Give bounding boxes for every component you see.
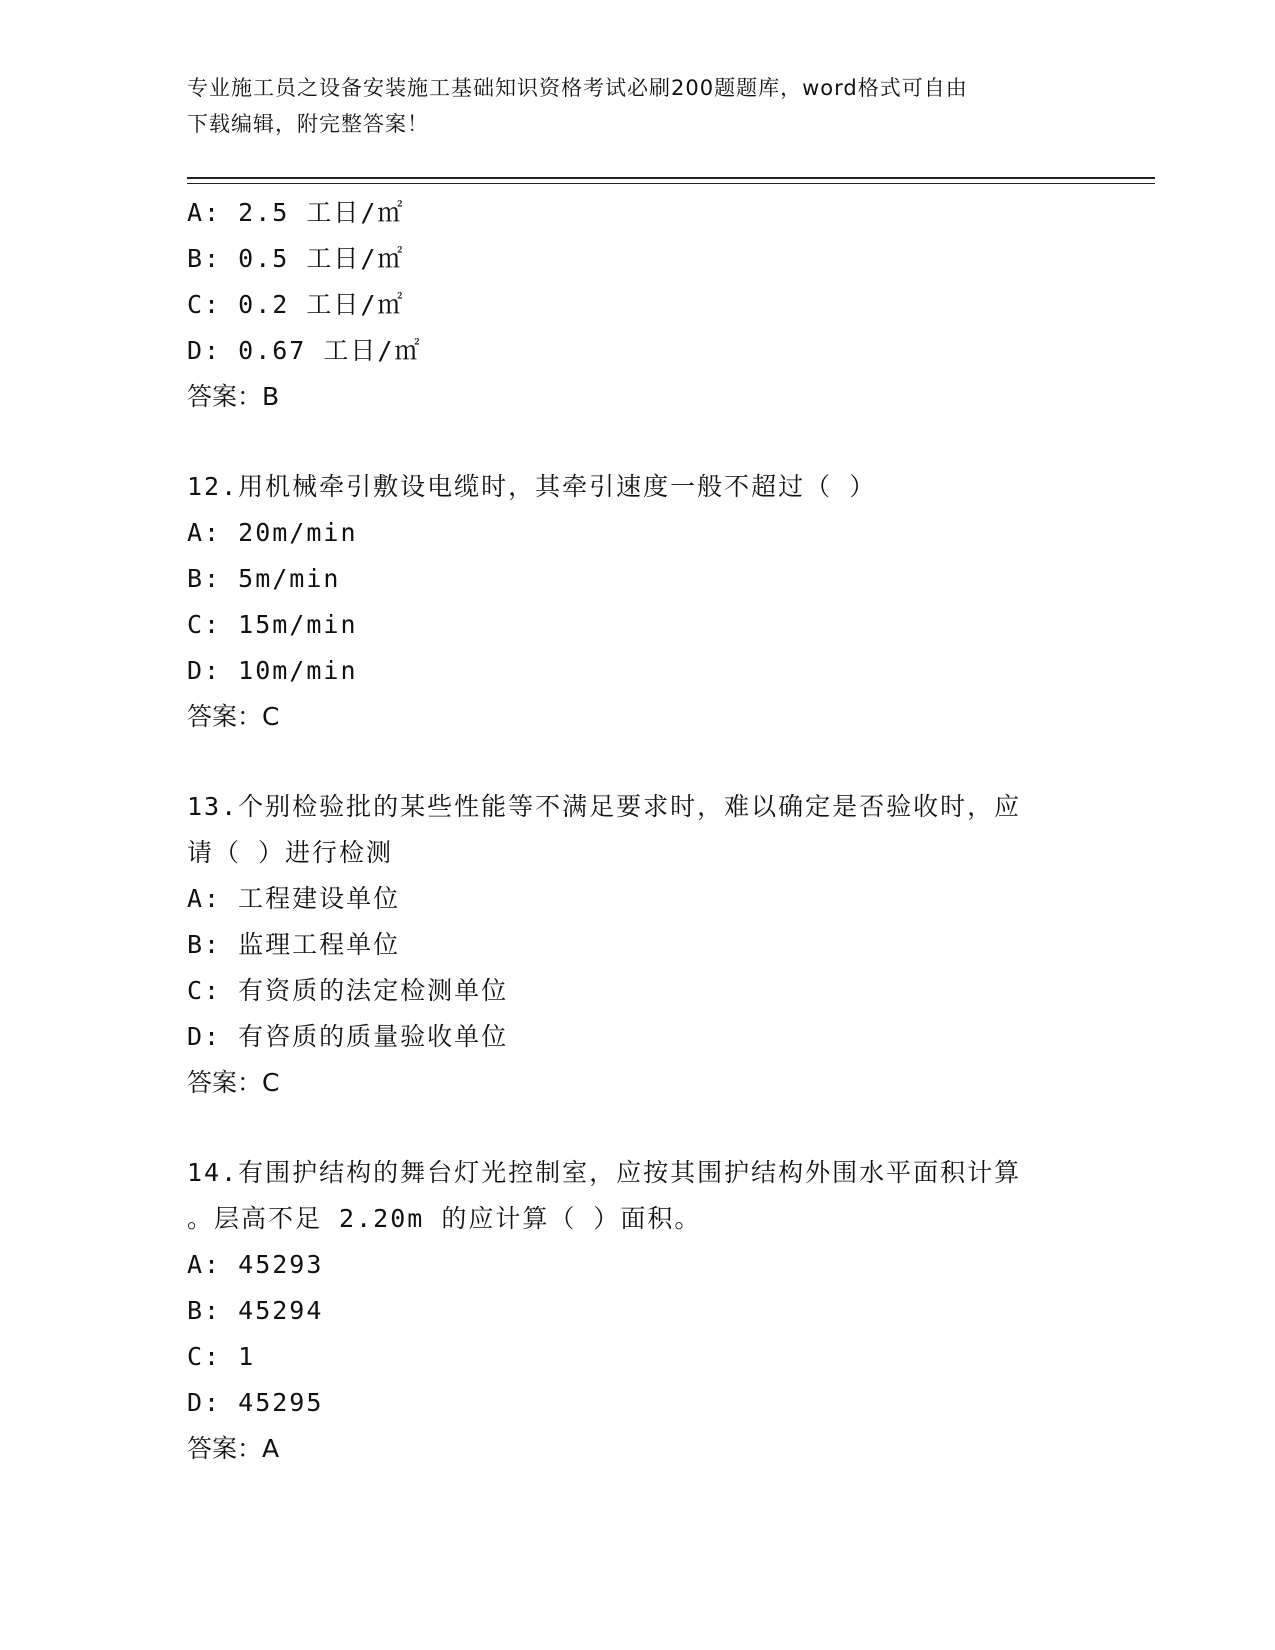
header-rule-thick (187, 177, 1155, 179)
answer: 答案：B (187, 382, 280, 411)
option-d: D: 0.67 工日/㎡ (187, 336, 422, 365)
option-a: A: 20m/min (187, 518, 358, 547)
option-c: C: 0.2 工日/㎡ (187, 290, 405, 319)
option-c: C: 有资质的法定检测单位 (187, 976, 509, 1005)
question-13 (187, 784, 1087, 1106)
option-b: B: 监理工程单位 (187, 930, 401, 959)
header-line-1: 专业施工员之设备安装施工基础知识资格考试必刷200题题库，word格式可自由 (187, 76, 968, 100)
question-14 (187, 1150, 1087, 1472)
header-rule-thin (187, 183, 1155, 184)
question-text-line-2: 请（ ）进行检测 (187, 838, 394, 867)
answer: 答案：C (187, 702, 280, 731)
document-header (187, 70, 1067, 142)
answer: 答案：C (187, 1068, 280, 1097)
question-text-line-2: 。层高不足 2.20m 的应计算（ ）面积。 (187, 1204, 702, 1233)
question-11 (187, 190, 1087, 420)
option-d: D: 有咨质的质量验收单位 (187, 1022, 509, 1051)
option-a: A: 45293 (187, 1250, 324, 1279)
option-b: B: 5m/min (187, 564, 341, 593)
option-b: B: 45294 (187, 1296, 324, 1325)
question-text-line-1: 14.有围护结构的舞台灯光控制室，应按其围护结构外围水平面积计算 (187, 1158, 1022, 1187)
option-c: C: 15m/min (187, 610, 358, 639)
option-b: B: 0.5 工日/㎡ (187, 244, 405, 273)
header-line-2: 下载编辑，附完整答案！ (187, 112, 429, 136)
option-c: C: 1 (187, 1342, 256, 1371)
question-12 (187, 464, 1087, 740)
question-text: 12.用机械牵引敷设电缆时，其牵引速度一般不超过（ ） (187, 472, 877, 501)
option-d: D: 45295 (187, 1388, 324, 1417)
option-d: D: 10m/min (187, 656, 358, 685)
answer: 答案：A (187, 1434, 280, 1463)
option-a: A: 工程建设单位 (187, 884, 401, 913)
question-list (187, 190, 1087, 1472)
option-a: A: 2.5 工日/㎡ (187, 198, 405, 227)
question-text-line-1: 13.个别检验批的某些性能等不满足要求时，难以确定是否验收时，应 (187, 792, 1022, 821)
